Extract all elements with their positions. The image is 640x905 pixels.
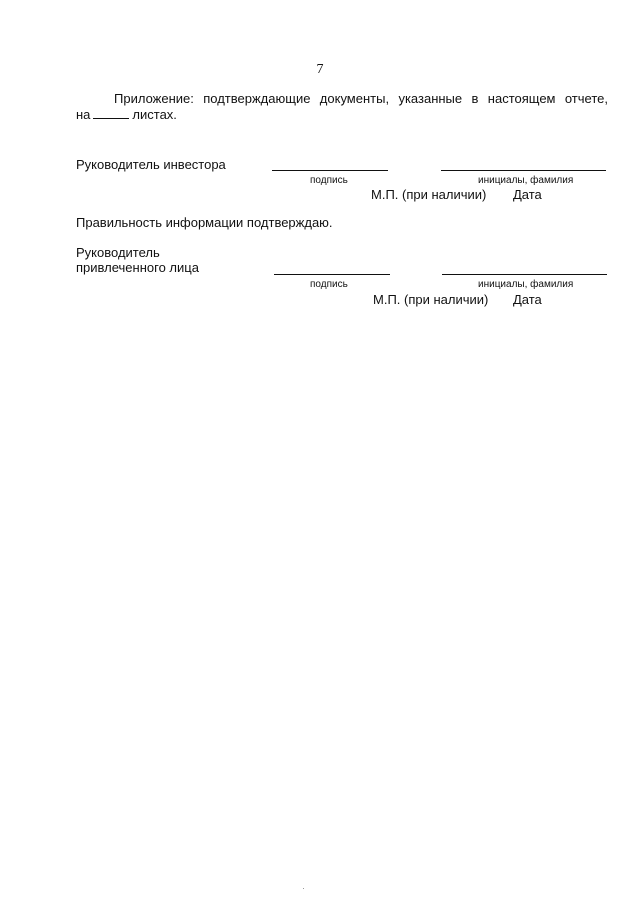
attracted-signature-line [274,274,390,275]
appendix-text [76,91,608,107]
scan-speck [303,888,304,889]
investor-signature-caption: подпись [310,175,348,186]
investor-signature-line [272,170,388,171]
confirmation-text: Правильность информации подтверждаю. [76,215,333,230]
appendix-line1: Приложение: подтверждающие документы, указанные в настоящем отчете, [114,91,608,106]
sheet-count-blank [93,108,129,119]
appendix-line2 [76,107,177,123]
investor-date: Дата [513,187,542,202]
investor-name-line [441,170,606,171]
investor-name-caption: инициалы, фамилия [478,175,574,186]
investor-title: Руководитель инвестора [76,157,226,172]
attracted-signature-caption: подпись [310,279,348,290]
page-number: 7 [316,62,324,77]
attracted-name-caption: инициалы, фамилия [478,279,574,290]
attracted-stamp: М.П. (при наличии) [373,292,489,307]
attracted-title-line2: привлеченного лица [76,260,199,275]
attracted-name-line [442,274,607,275]
appendix-suffix: листах. [132,107,177,122]
appendix-prefix: на [76,107,91,122]
attracted-date: Дата [513,292,542,307]
investor-stamp: М.П. (при наличии) [371,187,487,202]
attracted-title-line1: Руководитель [76,245,160,260]
